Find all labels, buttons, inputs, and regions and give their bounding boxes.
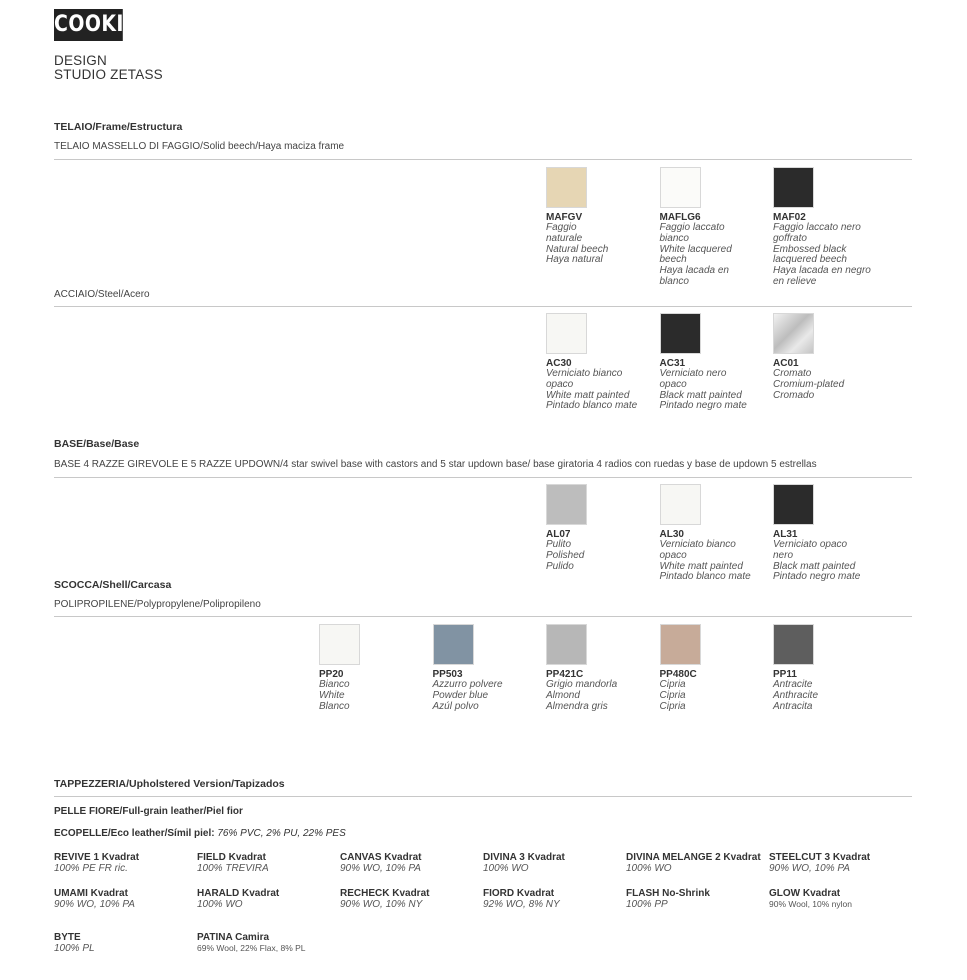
studio-line-2: STUDIO ZETASS <box>54 67 163 82</box>
section-heading-base: BASE/Base/Base <box>54 438 140 450</box>
fabric-item <box>197 852 340 874</box>
swatch-description: blanco <box>659 275 689 287</box>
swatch-color <box>773 167 814 208</box>
swatch-color <box>433 624 474 665</box>
fabric-item <box>769 888 912 910</box>
swatch-pp11 <box>773 624 887 712</box>
scocca-description: POLIPROPILENE/Polypropylene/Polipropileno <box>54 599 261 610</box>
base-description: BASE 4 RAZZE GIREVOLE E 5 RAZZE UPDOWN/4 star swivel base with castors and 5 star updown base/ base giratoria 4 radios con ruedas y base de updown 5 estrellas <box>54 459 817 470</box>
divider <box>54 159 912 160</box>
pelle-fiore-label: PELLE FIORE/Full-grain leather/Piel fior <box>54 806 243 817</box>
fabric-composition: 90% Wool, 10% nylon <box>769 899 853 909</box>
swatch-description: White <box>319 689 345 701</box>
divider <box>54 796 912 797</box>
swatch-pp20 <box>319 624 433 712</box>
swatch-code: AC31 <box>659 358 686 369</box>
fabric-item <box>483 888 626 910</box>
swatch-ac30 <box>546 313 660 412</box>
studio-line-1: DESIGN <box>54 53 107 68</box>
swatch-description: Antracita <box>773 700 813 712</box>
swatch-description: Faggio <box>546 222 577 233</box>
swatch-description: Black matt painted <box>773 560 856 572</box>
swatch-description: Verniciato bianco <box>546 368 623 379</box>
fabric-composition: 90% WO, 10% PA <box>340 863 421 874</box>
swatch-description: Verniciato nero <box>659 368 727 379</box>
fabric-name: REVIVE 1 Kvadrat <box>54 852 140 863</box>
fabric-name: GLOW Kvadrat <box>769 888 841 899</box>
swatch-description: Haya lacada en negro <box>773 265 871 277</box>
swatch-color <box>546 167 587 208</box>
fabric-item <box>483 852 626 874</box>
swatch-description: Cipria <box>659 689 686 701</box>
fabric-item <box>54 932 197 954</box>
swatch-description: Anthracite <box>773 689 819 701</box>
swatch-color <box>546 624 587 665</box>
fabric-name: BYTE <box>54 932 81 943</box>
fabric-composition: 100% WO <box>483 863 529 874</box>
swatch-description: en relieve <box>773 275 817 287</box>
swatch-code: AL30 <box>659 529 684 540</box>
fabric-composition: 100% WO <box>197 899 243 910</box>
fabric-item <box>340 852 483 874</box>
fabric-composition: 90% WO, 10% PA <box>769 863 850 874</box>
ecopelle-name: ECOPELLE/Eco leather/Símil piel: <box>54 828 218 839</box>
swatch-description: Cipria <box>659 679 686 690</box>
fabric-composition: 100% PL <box>54 943 95 954</box>
swatch-code: AC01 <box>773 358 799 369</box>
swatch-description: beech <box>659 254 687 266</box>
section-heading-telaio: TELAIO/Frame/Estructura <box>54 121 183 133</box>
swatch-description: Pulito <box>546 539 572 550</box>
swatch-description: Haya natural <box>546 254 603 266</box>
fabric-name: CANVAS Kvadrat <box>340 852 422 863</box>
swatch-pp503 <box>433 624 547 712</box>
swatch-description: Azzurro polvere <box>432 679 503 690</box>
swatch-color <box>660 484 701 525</box>
swatch-description: Pulido <box>546 560 574 572</box>
fabric-composition: 100% WO <box>626 863 672 874</box>
fabric-name: UMAMI Kvadrat <box>54 888 128 899</box>
swatch-color <box>773 624 814 665</box>
fabric-name: STEELCUT 3 Kvadrat <box>769 852 871 863</box>
swatch-code: AL07 <box>546 529 571 540</box>
section-heading-scocca: SCOCCA/Shell/Carcasa <box>54 579 172 591</box>
swatch-description: nero <box>773 549 794 561</box>
swatch-description: Cromato <box>773 368 812 379</box>
fabric-composition: 90% WO, 10% NY <box>340 899 423 910</box>
swatch-description: Pintado blanco mate <box>546 400 638 412</box>
fabric-name: DIVINA MELANGE 2 Kvadrat <box>626 852 761 863</box>
swatch-description: Cromado <box>773 389 815 401</box>
swatch-description: naturale <box>546 232 583 244</box>
swatch-maflg6 <box>660 167 774 288</box>
swatch-color <box>660 167 701 208</box>
swatch-description: Verniciato opaco <box>773 539 848 550</box>
design-studio <box>54 54 163 82</box>
swatch-description: Cipria <box>659 700 686 712</box>
swatch-ac01 <box>773 313 887 401</box>
divider <box>54 306 912 307</box>
swatch-description: White matt painted <box>659 560 743 572</box>
swatch-code: PP421C <box>546 669 584 680</box>
swatch-description: Powder blue <box>432 689 489 701</box>
swatch-code: MAFLG6 <box>659 212 701 223</box>
swatch-color <box>660 313 701 354</box>
divider <box>54 616 912 617</box>
swatch-description: goffrato <box>773 232 807 244</box>
swatch-description: Cromium-plated <box>773 378 845 390</box>
fabric-composition: 92% WO, 8% NY <box>483 899 560 910</box>
swatch-al31 <box>773 484 887 583</box>
fabric-composition: 100% TREVIRA <box>197 863 269 874</box>
fabric-name: PATINA Camira <box>197 932 270 943</box>
divider <box>54 477 912 478</box>
fabric-composition: 69% Wool, 22% Flax, 8% PL <box>197 943 306 953</box>
fabric-item <box>626 852 769 874</box>
swatch-description: Faggio laccato nero <box>773 222 861 233</box>
swatch-description: Almond <box>546 689 580 701</box>
swatch-code: PP11 <box>773 669 797 680</box>
swatch-description: Azúl polvo <box>432 700 479 712</box>
fabric-name: DIVINA 3 Kvadrat <box>483 852 565 863</box>
brand-logo: COOKIE <box>54 9 123 41</box>
swatch-description: Blanco <box>319 700 350 712</box>
swatch-description: Embossed black <box>773 243 847 255</box>
swatch-code: MAFGV <box>546 212 583 223</box>
fabric-composition: 100% PE FR ric. <box>54 863 128 874</box>
fabric-composition: 100% PP <box>626 899 668 910</box>
swatch-pp421c <box>546 624 660 712</box>
fabric-composition: 90% WO, 10% PA <box>54 899 135 910</box>
swatch-color <box>319 624 360 665</box>
fabric-item <box>197 888 340 910</box>
fabric-item <box>626 888 769 910</box>
swatch-pp480c <box>660 624 774 712</box>
swatch-description: White lacquered <box>659 243 732 255</box>
fabric-name: HARALD Kvadrat <box>197 888 280 899</box>
swatch-description: Black matt painted <box>659 389 742 401</box>
fabric-item <box>54 888 197 910</box>
swatch-description: bianco <box>659 232 689 244</box>
swatch-code: AL31 <box>773 529 798 540</box>
fabric-item <box>54 852 197 874</box>
swatch-color <box>773 313 814 354</box>
swatch-code: AC30 <box>546 358 572 369</box>
swatch-description: Haya lacada en <box>659 265 729 277</box>
swatch-description: Verniciato bianco <box>659 539 736 550</box>
section-heading-tappezzeria: TAPPEZZERIA/Upholstered Version/Tapizados <box>54 778 285 790</box>
swatch-description: White matt painted <box>546 389 630 401</box>
swatch-code: MAF02 <box>773 212 806 223</box>
swatch-description: Bianco <box>319 679 350 690</box>
swatch-description: Faggio laccato <box>659 222 725 233</box>
swatch-description: Pintado negro mate <box>773 571 861 583</box>
swatch-description: Almendra gris <box>546 700 608 712</box>
telaio-description: TELAIO MASSELLO DI FAGGIO/Solid beech/Haya maciza frame <box>54 141 345 152</box>
swatch-description: opaco <box>659 378 687 390</box>
swatch-color <box>773 484 814 525</box>
ecopelle-label <box>54 828 346 839</box>
fabric-name: FIORD Kvadrat <box>483 888 555 899</box>
swatch-color <box>660 624 701 665</box>
swatch-color <box>546 484 587 525</box>
swatch-al30 <box>660 484 774 583</box>
swatch-description: Antracite <box>773 679 813 690</box>
swatch-description: opaco <box>546 378 574 390</box>
swatch-mafgv <box>546 167 660 266</box>
swatch-ac31 <box>660 313 774 412</box>
fabric-item <box>769 852 912 874</box>
fabric-item <box>340 888 483 910</box>
swatch-description: Pintado blanco mate <box>659 571 751 583</box>
swatch-description: Grigio mandorla <box>546 679 618 690</box>
fabric-name: FIELD Kvadrat <box>197 852 266 863</box>
fabric-name: FLASH No-Shrink <box>626 888 710 899</box>
swatch-description: opaco <box>659 549 687 561</box>
swatch-color <box>546 313 587 354</box>
swatch-code: PP503 <box>432 669 463 680</box>
swatch-description: Polished <box>546 549 585 561</box>
swatch-description: Pintado negro mate <box>659 400 747 412</box>
swatch-al07 <box>546 484 660 572</box>
ecopelle-composition: 76% PVC, 2% PU, 22% PES <box>217 828 346 839</box>
swatch-description: lacquered beech <box>773 254 847 266</box>
fabric-name: RECHECK Kvadrat <box>340 888 430 899</box>
fabric-item <box>197 932 340 954</box>
swatch-code: PP20 <box>319 669 344 680</box>
swatch-description: Natural beech <box>546 243 609 255</box>
acciaio-description: ACCIAIO/Steel/Acero <box>54 289 150 300</box>
swatch-maf02 <box>773 167 887 288</box>
swatch-code: PP480C <box>659 669 697 680</box>
